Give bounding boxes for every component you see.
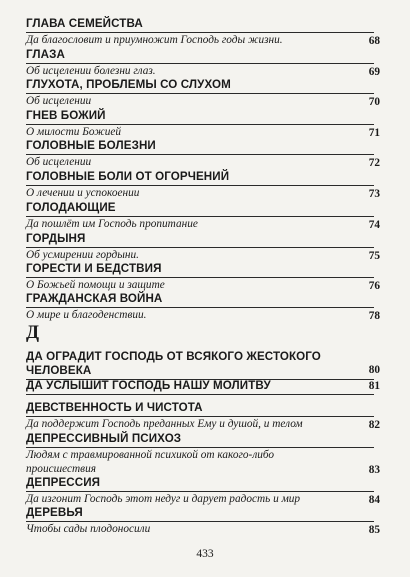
entry-page-number: 75 [368,249,380,262]
entry-title: ГЛУХОТА, ПРОБЛЕМЫ СО СЛУХОМ [26,78,231,91]
entry-row [26,379,380,393]
toc-entry [26,201,380,232]
entry-title: ДЕПРЕССИЯ [26,476,101,489]
entry-title: ДА УСЛЫШИТ ГОСПОДЬ НАШУ МОЛИТВУ [26,379,271,392]
toc-entry [26,109,380,140]
toc-entry [26,17,380,48]
entry-title: ГРАЖДАНСКАЯ ВОЙНА [26,292,163,305]
entry-subtitle: Об усмирении гордыни. [26,249,139,261]
entry-page-number: 73 [368,187,380,200]
entry-row [26,154,380,170]
entry-row [26,416,380,432]
entry-subtitle: О милости Божией [26,126,122,138]
entry-page-number: 71 [368,126,380,139]
entry-subtitle: Об исцелении [26,95,92,107]
entry-page-number: 76 [368,279,380,292]
entry-row [26,124,380,140]
entry-row [26,521,380,537]
entry-page-number: 84 [368,493,380,506]
entry-subtitle: Об исцелении [26,156,92,168]
entry-rule [26,394,374,395]
toc-entry [26,379,380,395]
entry-row [26,216,380,232]
entry-page-number: 80 [368,363,380,376]
toc-entry [26,232,380,263]
entry-title: ГОЛОДАЮЩИЕ [26,201,116,214]
entry-page-number: 74 [368,218,380,231]
section-letter: Д [26,322,40,343]
entry-row [26,32,380,48]
entry-subtitle: Да поддержит Господь преданных Ему и душой, и телом [26,418,303,430]
entry-subtitle: Чтобы сады плодоносили [26,523,151,535]
entry-page-number: 83 [368,463,380,476]
entry-page-number: 85 [368,523,380,536]
entry-row [26,307,380,323]
toc-entry [26,432,380,477]
entry-page-number: 82 [368,418,380,431]
entry-row [26,63,380,79]
entry-subtitle: Об исцелении болезни глаз. [26,65,156,77]
entry-title: ГЛАЗА [26,48,65,61]
entry-page-number: 68 [368,34,380,47]
entry-page-number: 78 [368,309,380,322]
toc-entry [26,139,380,170]
entry-title: ГОРЕСТИ И БЕДСТВИЯ [26,262,162,275]
entry-title: ГОРДЫНЯ [26,232,86,245]
entry-title: ДЕПРЕССИВНЫЙ ПСИХОЗ [26,432,182,445]
entry-title: ГЛАВА СЕМЕЙСТВА [26,17,143,30]
toc-entry [26,476,380,507]
toc-entry [26,48,380,79]
entry-row [26,93,380,109]
entry-row [26,277,380,293]
entry-row [26,247,380,263]
entry-row [26,491,380,507]
entry-page-number: 72 [368,156,380,169]
entry-title: ГОЛОВНЫЕ БОЛЕЗНИ [26,139,156,152]
entry-row [26,185,380,201]
toc-entry [26,78,380,109]
page-number: 433 [196,548,214,560]
entry-subtitle: Да пошлёт им Господь пропитание [26,218,198,230]
entry-page-number: 81 [368,379,380,392]
toc-entry [26,401,380,432]
entry-title: ГОЛОВНЫЕ БОЛИ ОТ ОГОРЧЕНИЙ [26,170,230,183]
entry-title: ДЕРЕВЬЯ [26,506,83,519]
toc-entry [26,292,380,323]
entry-subtitle: О Божьей помощи и защите [26,279,165,291]
entry-title: ДЕВСТВЕННОСТЬ И ЧИСТОТА [26,401,203,414]
toc-entry [26,170,380,201]
toc-entry [26,506,380,537]
entry-title: ГНЕВ БОЖИЙ [26,109,106,122]
entry-page-number: 70 [368,95,380,108]
entry-title: ДА ОГРАДИТ ГОСПОДЬ ОТ ВСЯКОГО ЖЕСТОКОГО ЧЕЛОВЕКА [26,350,321,377]
toc-entry [26,262,380,293]
entry-subtitle: Да изгонит Господь этот недуг и дарует радость и мир [26,493,301,505]
entry-subtitle: Людям с травмированной психикой от какого-либо происшествия [26,449,275,475]
entry-row [26,447,380,477]
entry-page-number: 69 [368,65,380,78]
toc-entry [26,350,380,380]
entry-subtitle: О мире и благоденствии. [26,309,147,321]
entry-subtitle: Да благословит и приумножит Господь годы жизни. [26,34,283,46]
entry-subtitle: О лечении и успокоении [26,187,140,199]
